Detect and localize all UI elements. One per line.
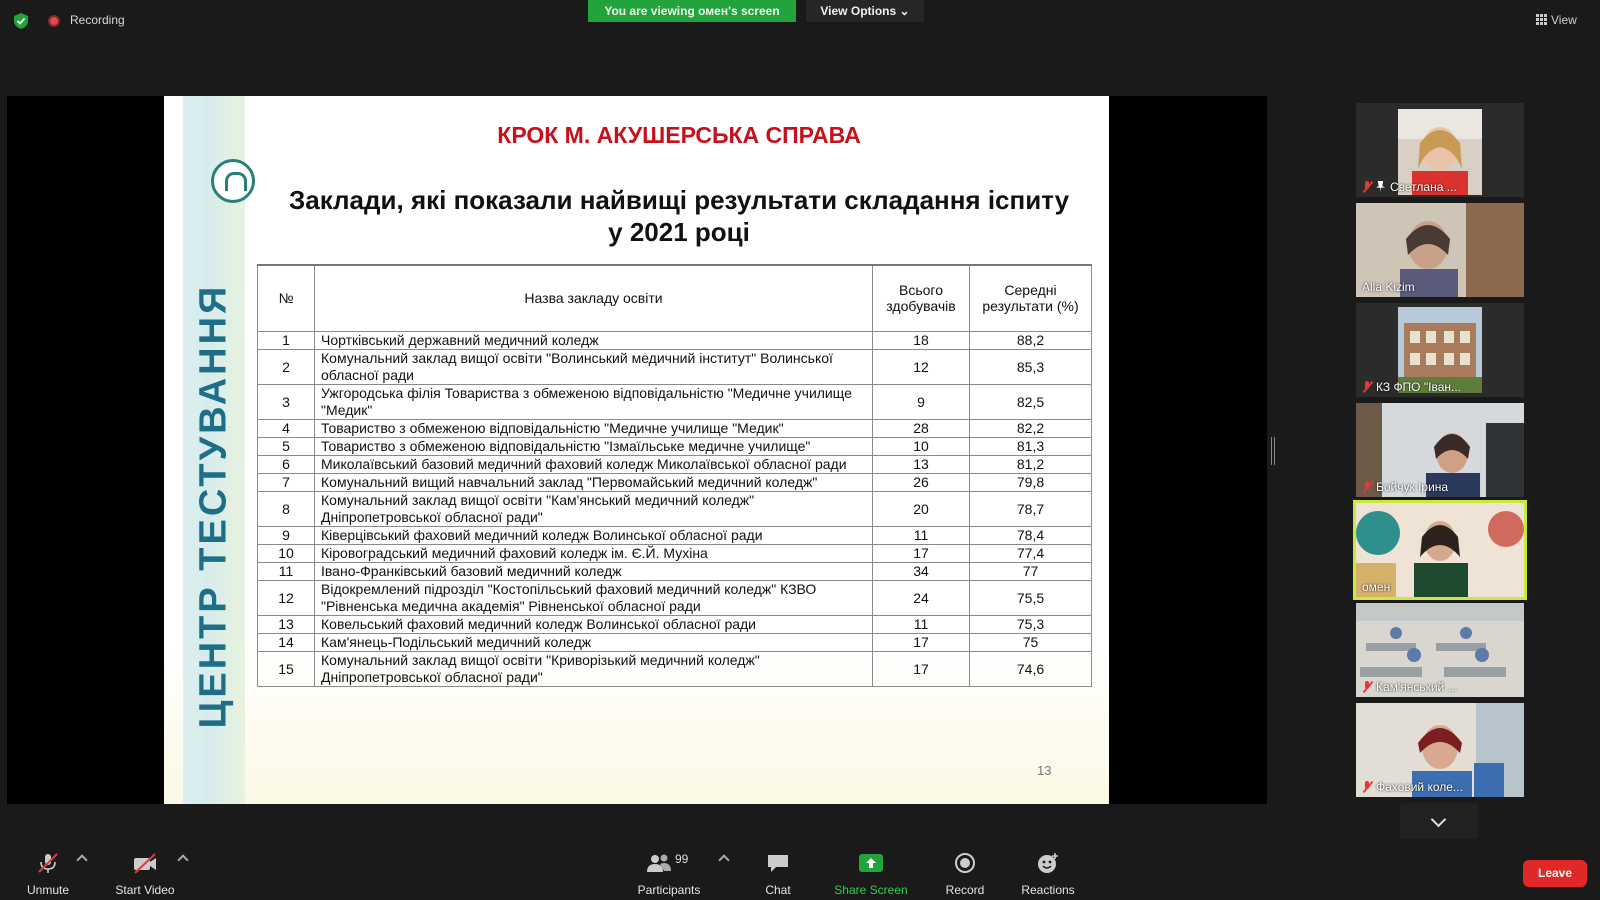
slide-sidebar-title-wrap xyxy=(183,96,245,804)
table-row xyxy=(258,331,1092,349)
video-off-icon xyxy=(132,852,158,874)
unmute-label: Unmute xyxy=(26,883,70,897)
table-row xyxy=(258,473,1092,491)
row-avg: 85,3 xyxy=(970,349,1092,384)
header-avg-line2: результати (%) xyxy=(982,298,1079,315)
chevron-down-icon: ⌄ xyxy=(899,4,910,18)
participant-name-label: Бойчук Ірина xyxy=(1376,480,1449,494)
row-num: 15 xyxy=(258,651,315,686)
row-name: Кіровоградський медичний фаховий коледж ім. Є.Й. Мухіна xyxy=(315,544,873,562)
table-row xyxy=(258,419,1092,437)
reactions-icon xyxy=(1035,852,1061,874)
mic-muted-icon xyxy=(35,852,61,874)
row-count: 17 xyxy=(873,633,970,651)
participant-tile[interactable] xyxy=(1356,303,1524,397)
table-row xyxy=(258,437,1092,455)
row-avg: 78,4 xyxy=(970,526,1092,544)
row-num: 1 xyxy=(258,331,315,349)
row-count: 28 xyxy=(873,419,970,437)
pin-icon xyxy=(1376,181,1385,192)
unmute-button[interactable] xyxy=(3,840,93,900)
participants-label: Participants xyxy=(637,883,701,897)
slide-page-number: 13 xyxy=(1037,763,1052,778)
header-num: № xyxy=(258,265,315,331)
row-name: Товариство з обмеженою відповідальністю "Ізмаїльське медичне училище" xyxy=(315,437,873,455)
row-name: Ковельський фаховий медичний коледж Волинської обласної ради xyxy=(315,615,873,633)
row-num: 14 xyxy=(258,633,315,651)
row-name: Чортківський державний медичний коледж xyxy=(315,331,873,349)
row-name: Відокремлений підрозділ "Костопільський фаховий медичний коледж" КЗВО "Рівненська медична академія" Рівненської обласної ради xyxy=(315,580,873,615)
row-count: 18 xyxy=(873,331,970,349)
row-name: Товариство з обмеженою відповідальністю "Медичне училище "Медик" xyxy=(315,419,873,437)
participants-button[interactable] xyxy=(624,840,714,900)
row-avg: 75,5 xyxy=(970,580,1092,615)
record-button[interactable] xyxy=(920,840,1010,900)
row-count: 34 xyxy=(873,562,970,580)
share-screen-button[interactable] xyxy=(826,840,916,900)
participant-tile[interactable] xyxy=(1356,103,1524,197)
recording-label[interactable]: Recording xyxy=(70,13,125,27)
participant-name-label: омен xyxy=(1362,580,1391,594)
row-name: Комунальний заклад вищої освіти "Кам'янський медичний коледж" Дніпропетровської обласної ради" xyxy=(315,491,873,526)
participant-tile[interactable] xyxy=(1356,603,1524,697)
participant-name xyxy=(1362,380,1461,394)
table-row xyxy=(258,651,1092,686)
results-table xyxy=(257,264,1092,687)
row-count: 17 xyxy=(873,544,970,562)
row-count: 11 xyxy=(873,526,970,544)
participants-options-caret-icon[interactable] xyxy=(718,854,729,865)
header-count-line1: Всього xyxy=(898,282,943,299)
row-num: 5 xyxy=(258,437,315,455)
row-num: 7 xyxy=(258,473,315,491)
table-row xyxy=(258,384,1092,419)
table-row xyxy=(258,562,1092,580)
participant-name-label: Фаховий коле... xyxy=(1376,780,1463,794)
row-num: 8 xyxy=(258,491,315,526)
mic-muted-icon xyxy=(1362,681,1372,693)
row-avg: 75,3 xyxy=(970,615,1092,633)
mic-muted-icon xyxy=(1362,181,1372,193)
row-count: 12 xyxy=(873,349,970,384)
header-avg xyxy=(970,265,1092,331)
row-name: Кам'янець-Подільський медичний коледж xyxy=(315,633,873,651)
row-num: 4 xyxy=(258,419,315,437)
participants-count: 99 xyxy=(675,852,689,866)
row-num: 13 xyxy=(258,615,315,633)
grid-view-icon xyxy=(1536,14,1547,25)
view-options-button[interactable] xyxy=(806,0,924,22)
reactions-label: Reactions xyxy=(1021,883,1075,897)
mic-muted-icon xyxy=(1362,381,1372,393)
row-name: Миколаївський базовий медичний фаховий коледж Миколаївської обласної ради xyxy=(315,455,873,473)
share-screen-label: Share Screen xyxy=(834,883,908,897)
chat-button[interactable] xyxy=(733,840,823,900)
chat-label: Chat xyxy=(765,883,791,897)
row-avg: 82,5 xyxy=(970,384,1092,419)
participant-name-label: КЗ ФПО "Іван... xyxy=(1376,380,1461,394)
participant-tile-active-speaker[interactable] xyxy=(1356,503,1524,597)
table-row xyxy=(258,544,1092,562)
viewing-screen-banner: You are viewing омен's screen xyxy=(588,0,796,22)
participant-name xyxy=(1362,280,1415,294)
row-avg: 82,2 xyxy=(970,419,1092,437)
participant-tile[interactable] xyxy=(1356,703,1524,797)
row-avg: 81,2 xyxy=(970,455,1092,473)
row-count: 26 xyxy=(873,473,970,491)
row-name: Івано-Франківський базовий медичний коледж xyxy=(315,562,873,580)
table-row xyxy=(258,580,1092,615)
row-name: Ужгородська філія Товариства з обмеженою відповідальністю "Медичне училище "Медик" xyxy=(315,384,873,419)
start-video-label: Start Video xyxy=(115,883,175,897)
leave-button[interactable]: Leave xyxy=(1523,860,1587,887)
row-num: 3 xyxy=(258,384,315,419)
header-count xyxy=(873,265,970,331)
row-count: 13 xyxy=(873,455,970,473)
slide-subtitle-line1: Заклади, які показали найвищі результати складання іспиту xyxy=(288,185,1070,215)
security-shield-icon[interactable] xyxy=(12,12,30,30)
participant-tile[interactable] xyxy=(1356,403,1524,497)
participant-name-label: Alla Kizim xyxy=(1362,280,1415,294)
meeting-toolbar xyxy=(0,840,1600,900)
row-num: 2 xyxy=(258,349,315,384)
view-label: View xyxy=(1551,13,1577,27)
table-row xyxy=(258,491,1092,526)
participant-tile[interactable] xyxy=(1356,203,1524,297)
row-avg: 79,8 xyxy=(970,473,1092,491)
row-count: 20 xyxy=(873,491,970,526)
row-name: Комунальний заклад вищої освіти "Волинський медичний інститут" Волинської обласної ради xyxy=(315,349,873,384)
table-header-row xyxy=(258,265,1092,331)
participant-name xyxy=(1362,780,1463,794)
presentation-slide xyxy=(164,96,1109,804)
slide-subtitle-line2: у 2021 році xyxy=(608,217,750,247)
participant-name xyxy=(1362,580,1390,594)
slide-sidebar-band xyxy=(183,96,245,804)
record-label: Record xyxy=(945,883,985,897)
row-avg: 77 xyxy=(970,562,1092,580)
panel-resize-handle[interactable] xyxy=(1271,437,1275,465)
row-count: 24 xyxy=(873,580,970,615)
chat-icon xyxy=(765,852,791,874)
participant-name xyxy=(1362,680,1458,694)
row-count: 9 xyxy=(873,384,970,419)
row-count: 17 xyxy=(873,651,970,686)
row-num: 9 xyxy=(258,526,315,544)
row-name: Комунальний вищий навчальний заклад "Первомайський медичний коледж" xyxy=(315,473,873,491)
row-avg: 88,2 xyxy=(970,331,1092,349)
table-row xyxy=(258,615,1092,633)
row-count: 11 xyxy=(873,615,970,633)
mic-muted-icon xyxy=(1362,781,1372,793)
row-name: Комунальний заклад вищої освіти "Криворізький медичний коледж" Дніпропетровської обласної ради" xyxy=(315,651,873,686)
row-count: 10 xyxy=(873,437,970,455)
share-screen-icon xyxy=(858,852,884,874)
start-video-button[interactable] xyxy=(100,840,190,900)
participant-name xyxy=(1362,180,1457,194)
row-avg: 77,4 xyxy=(970,544,1092,562)
mic-muted-icon xyxy=(1362,481,1372,493)
table-row xyxy=(258,349,1092,384)
row-avg: 74,6 xyxy=(970,651,1092,686)
table-row xyxy=(258,526,1092,544)
participant-name-label: Светлана ... xyxy=(1390,180,1457,194)
record-icon xyxy=(952,852,978,874)
row-num: 10 xyxy=(258,544,315,562)
slide-subtitle xyxy=(259,184,1099,248)
row-name: Ківерцівський фаховий медичний коледж Волинської обласної ради xyxy=(315,526,873,544)
header-avg-line1: Середні xyxy=(1004,282,1057,299)
meeting-top-bar xyxy=(0,0,1600,44)
participant-name xyxy=(1362,480,1448,494)
table-row xyxy=(258,633,1092,651)
view-button[interactable] xyxy=(1536,10,1586,30)
header-count-line2: здобувачів xyxy=(886,298,956,315)
slide-title: КРОК М. АКУШЕРСЬКА СПРАВА xyxy=(497,122,861,148)
reactions-button[interactable] xyxy=(1003,840,1093,900)
participant-name-label: Кам'янський ... xyxy=(1376,680,1458,694)
gallery-scroll-down-button[interactable] xyxy=(1400,803,1478,839)
row-num: 11 xyxy=(258,562,315,580)
row-avg: 81,3 xyxy=(970,437,1092,455)
row-avg: 75 xyxy=(970,633,1092,651)
header-name: Назва закладу освіти xyxy=(315,265,873,331)
row-num: 12 xyxy=(258,580,315,615)
row-avg: 78,7 xyxy=(970,491,1092,526)
slide-sidebar-title: ЦЕНТР ТЕСТУВАННЯ xyxy=(192,283,235,729)
row-num: 6 xyxy=(258,455,315,473)
recording-dot-icon xyxy=(48,15,60,27)
participants-icon xyxy=(646,852,672,874)
view-options-label: View Options xyxy=(820,4,897,18)
table-row xyxy=(258,455,1092,473)
